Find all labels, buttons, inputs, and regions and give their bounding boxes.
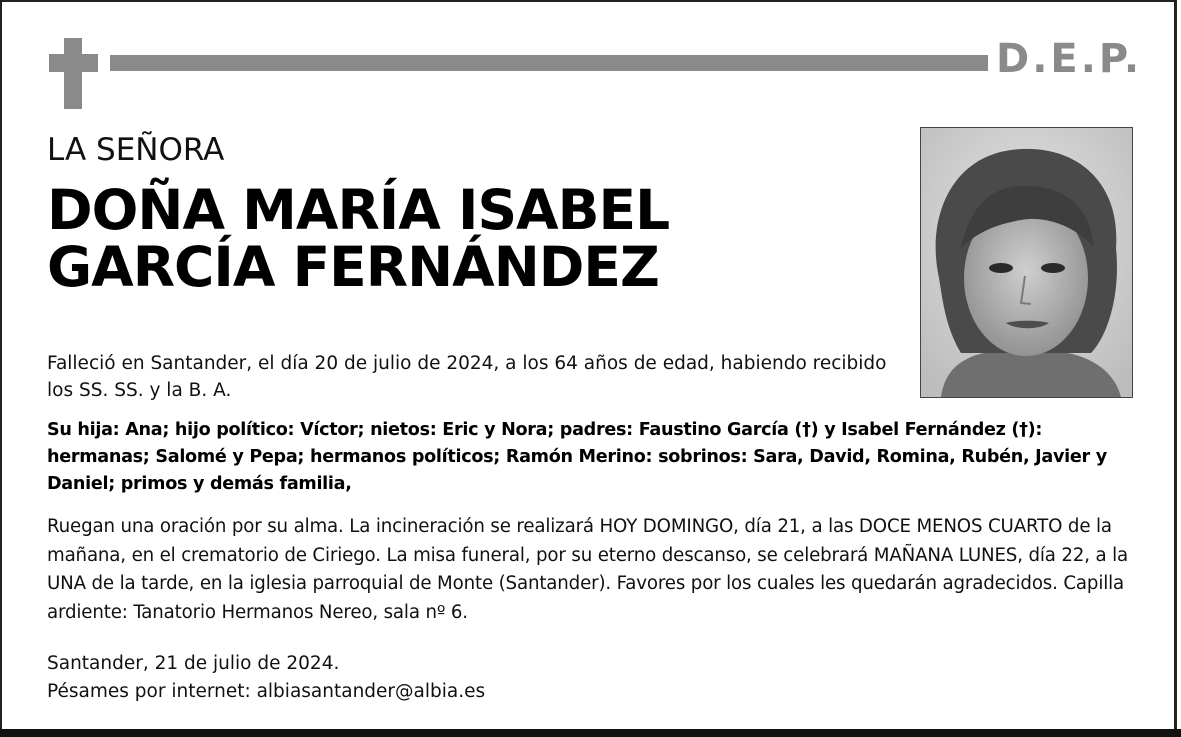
service-details: Ruegan una oración por su alma. La incineración se realizará HOY DOMINGO, día 21, a las DOCE MENOS CUARTO de la mañana, en el crematorio de Ciriego. La misa funeral, por su eterno descanso, se celebrará MAÑANA LUNES, día 22, a la UNA de la tarde, en la iglesia parroquial de Monte (Santander). Favores por los cuales les quedarán agradecidos. Capilla ardiente: Tanatorio Hermanos Nereo, sala nº 6.: [47, 516, 1129, 623]
bottom-border: [0, 729, 1181, 737]
family-list: Su hija: Ana; hijo político: Víctor; nietos: Eric y Nora; padres: Faustino García (†) y Isabel Fernández (†): hermanas; Salomé y Pepa; hermanos políticos; Ramón Merino: sobrinos: Sara, David, Romina, Rubén, Javier y Daniel; primos y demás familia,: [47, 420, 1107, 494]
header-rule: [110, 55, 988, 71]
condolences-line: Pésames por internet: albiasantander@albia.es: [47, 681, 486, 702]
honorific: LA SEÑORA: [47, 132, 225, 168]
deceased-portrait: [920, 127, 1133, 398]
closing-block: [47, 650, 747, 706]
deceased-name-line-2: GARCÍA FERNÁNDEZ: [47, 235, 659, 299]
place-date: Santander, 21 de julio de 2024.: [47, 653, 340, 674]
dep-label: D.E.P.: [996, 36, 1143, 82]
cross-icon-bar: [49, 54, 98, 72]
deceased-name-line-1: DOÑA MARÍA ISABEL: [47, 178, 670, 242]
cross-icon: [64, 38, 82, 109]
deceased-name: [47, 178, 907, 299]
portrait-image: [921, 128, 1132, 397]
death-notice: Falleció en Santander, el día 20 de julio de 2024, a los 64 años de edad, habiendo recibido los SS. SS. y la B. A.: [47, 353, 887, 401]
